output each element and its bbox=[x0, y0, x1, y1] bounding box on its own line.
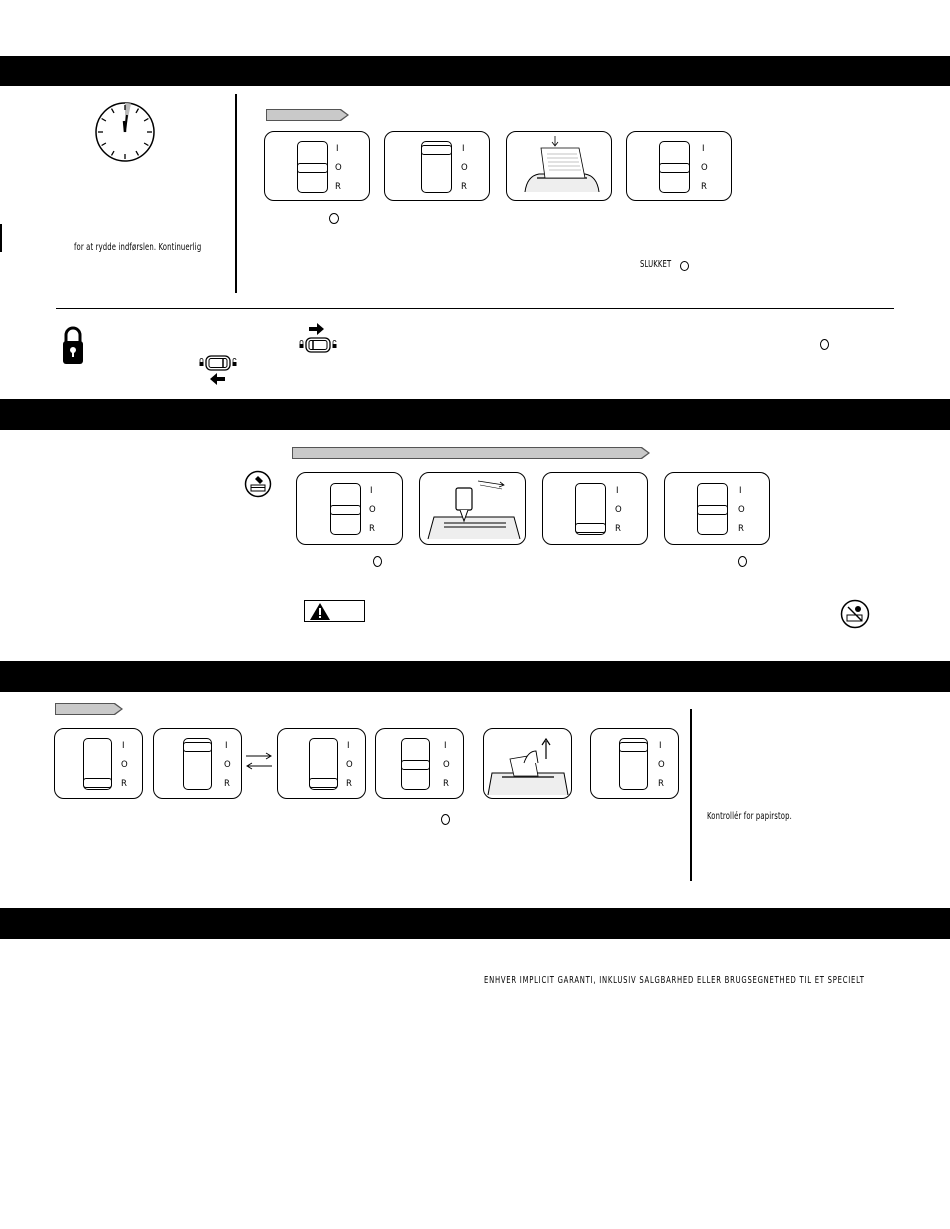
off-symbol bbox=[738, 556, 747, 567]
off-symbol bbox=[441, 814, 450, 825]
section-header-band bbox=[0, 56, 950, 86]
off-label: SLUKKET bbox=[640, 259, 672, 270]
switch-diagram: I O R bbox=[277, 728, 366, 799]
check-jam-text: Kontrollér for papirstop. bbox=[707, 811, 792, 822]
section-header-band bbox=[0, 661, 950, 692]
shredder-paper-illustration bbox=[506, 131, 612, 201]
padlock-icon bbox=[62, 326, 84, 366]
switch-diagram: I O R bbox=[153, 728, 242, 799]
switch-diagram: I O R bbox=[384, 131, 490, 201]
switch-diagram: I O R bbox=[264, 131, 370, 201]
switch-diagram: I O R bbox=[590, 728, 679, 799]
off-symbol bbox=[680, 261, 689, 271]
lock-slider-icon bbox=[298, 337, 338, 353]
shredder-oil-illustration bbox=[419, 472, 526, 545]
section-header-band bbox=[0, 399, 950, 430]
clock-icon bbox=[94, 101, 156, 163]
arrow-left-icon bbox=[209, 373, 225, 385]
warranty-text: ENHVER IMPLICIT GARANTI, INKLUSIV SALGBARHED ELLER BRUGSEGNETHED TIL ET SPECIELT bbox=[484, 975, 865, 986]
vertical-divider bbox=[690, 709, 692, 881]
vertical-divider bbox=[235, 94, 237, 293]
section-header-band bbox=[0, 908, 950, 939]
progress-arrow bbox=[55, 703, 115, 715]
warning-icon bbox=[310, 603, 330, 620]
progress-arrow bbox=[266, 109, 341, 121]
no-aerosol-icon bbox=[840, 599, 870, 629]
switch-diagram: I O R bbox=[542, 472, 648, 545]
switch-diagram: I O R bbox=[296, 472, 403, 545]
margin-mark bbox=[0, 224, 2, 252]
switch-diagram: I O R bbox=[375, 728, 464, 799]
progress-arrow bbox=[292, 447, 642, 459]
lock-slider-icon bbox=[198, 355, 238, 371]
horizontal-rule bbox=[56, 308, 894, 309]
switch-diagram: I O R bbox=[626, 131, 732, 201]
off-symbol bbox=[329, 213, 339, 224]
clear-entry-text: for at rydde indførslen. Kontinuerlig bbox=[74, 242, 202, 253]
warning-box bbox=[304, 600, 365, 622]
arrow-right-icon bbox=[309, 323, 325, 335]
switch-diagram: I O R bbox=[54, 728, 143, 799]
switch-diagram: I O R bbox=[664, 472, 770, 545]
off-symbol bbox=[373, 556, 382, 567]
swap-arrows-icon bbox=[244, 752, 274, 770]
oil-shredder-icon bbox=[244, 470, 272, 498]
off-symbol bbox=[820, 339, 829, 350]
shredder-jam-illustration bbox=[483, 728, 572, 799]
